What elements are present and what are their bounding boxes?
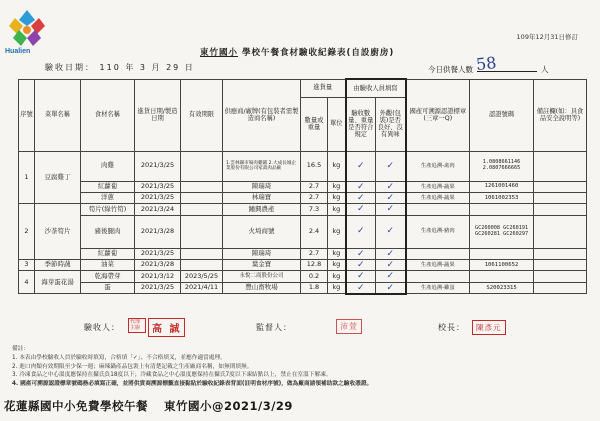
- logo-text: Hualien: [5, 48, 31, 55]
- cell-remark: [534, 259, 587, 270]
- header-supplier: 供應商/廠牌(有包裝者需製造商名稱): [223, 79, 301, 151]
- header-ingredient: 食材名稱: [81, 79, 135, 151]
- cell-check-pkg: ✓: [376, 192, 406, 203]
- cell-remark: [534, 151, 587, 181]
- cell-check-qty: ✓: [346, 181, 376, 192]
- cell-remark: [534, 215, 587, 248]
- header-unit: 單位: [328, 97, 346, 151]
- cell-remark: [534, 181, 587, 192]
- cell-date: 2021/3/28: [135, 259, 181, 270]
- table-row: [19, 282, 587, 294]
- cell-remark: [534, 271, 587, 282]
- note-line: 4. 國產可溯源認證標章號碼務必填寫正確，並將供貨商溯源標籤直接黏貼於驗收紀錄表背面(註明食材序號)，做為廠商請領補助款之驗收憑證。: [12, 381, 373, 388]
- cell-date: 2021/3/25: [135, 248, 181, 259]
- cell-ingredient: 蛋: [81, 282, 135, 294]
- cell-qty: 2.7: [301, 248, 328, 259]
- principal-stamp: 陳彥元: [472, 320, 506, 335]
- cell-remark: [534, 248, 587, 259]
- cell-seq: 3: [19, 259, 35, 270]
- cell-expiry: 2023/5/25: [181, 271, 223, 282]
- cell-unit: kg: [328, 181, 346, 192]
- inspector-label: 驗收人：: [84, 323, 120, 332]
- inspection-table: [18, 78, 587, 295]
- date-label: 驗收日期：: [45, 63, 95, 72]
- cell-cert: [470, 271, 534, 282]
- cell-seq: 1: [19, 151, 35, 204]
- cell-supplier: 鍾興農產: [223, 204, 301, 215]
- table-row: [19, 181, 587, 192]
- cell-date: 2021/3/25: [135, 151, 181, 181]
- cell-expiry: 2021/4/11: [181, 282, 223, 294]
- count-label: 今日供餐人數: [428, 65, 473, 74]
- table-row: [19, 151, 587, 181]
- table-row: [19, 271, 587, 282]
- cell-qty: 2.7: [301, 192, 328, 203]
- cell-date: 2021/3/25: [135, 282, 181, 294]
- cell-expiry: [181, 248, 223, 259]
- cell-supplier: 陳瑞琦: [223, 181, 301, 192]
- header-inspect-qty: 驗收數量、重量是否符合規定: [346, 97, 376, 151]
- cell-check-qty: ✓: [346, 248, 376, 259]
- inspector-stamp-small: 代理主廚: [128, 318, 146, 333]
- cell-cert: 1061100652: [470, 259, 534, 270]
- principal-label: 校長：: [438, 323, 465, 332]
- header-expiry: 有效期限: [181, 79, 223, 151]
- photo-caption: [4, 398, 293, 414]
- caption-left: 花蓮縣國中小免費學校午餐: [4, 399, 148, 413]
- cell-check-qty: ✓: [346, 282, 376, 294]
- cell-check-pkg: ✓: [376, 282, 406, 294]
- cell-cert: 1.0808661146 2.0807666665: [470, 151, 534, 181]
- cell-remark: [534, 192, 587, 203]
- caption-right: 東竹國小@2021/3/29: [164, 399, 293, 413]
- cell-unit: kg: [328, 282, 346, 294]
- cell-unit: kg: [328, 215, 346, 248]
- cell-trace: 生產追溯-蔬果: [406, 259, 470, 270]
- cell-dish: 季節時蔬: [35, 259, 81, 270]
- page-title: [200, 46, 394, 58]
- header-seq: 序號: [19, 79, 35, 151]
- cell-seq: 4: [19, 271, 35, 294]
- cell-ingredient: 紅蘿蔔: [81, 248, 135, 259]
- hualien-logo-icon: [7, 8, 47, 52]
- cell-date: 2021/3/25: [135, 192, 181, 203]
- cell-check-pkg: ✓: [376, 181, 406, 192]
- cell-supplier: 林瑞寶: [223, 192, 301, 203]
- count-unit: 人: [541, 65, 549, 74]
- cell-date: 2021/3/28: [135, 215, 181, 248]
- note-line: 2. 進口肉類有效期限至少保一週；麻辣鍋產品包裝上有清楚記載之生產廠商名稱，如無則填無。: [12, 363, 253, 370]
- cell-qty: 0.2: [301, 271, 328, 282]
- revision-date: 109年12月31日修訂: [516, 33, 578, 41]
- cell-ingredient: 洋蔥: [81, 192, 135, 203]
- inspection-date: [45, 62, 195, 73]
- cell-check-pkg: ✓: [376, 204, 406, 215]
- note-line: 3. 冷凍食品之中心溫度應保持在攝氏負18度以下；冷藏食品之中心溫度應保持在攝氏7度以下凍結點以上，禁止在室溫下解凍。: [12, 372, 332, 379]
- cell-unit: kg: [328, 248, 346, 259]
- header-qty: 數量或重量: [301, 97, 328, 151]
- cell-cert: S20023315: [470, 282, 534, 294]
- cell-dish: 海芽蛋花湯: [35, 271, 81, 294]
- cell-ingredient: 筍片(綠竹筍): [81, 204, 135, 215]
- supervisor-stamp: 沛萱: [336, 319, 362, 334]
- header-dish: 菜單名稱: [35, 79, 81, 151]
- cell-check-qty: ✓: [346, 271, 376, 282]
- table-row: [19, 215, 587, 248]
- cell-trace: 生產追溯-蔬果: [406, 181, 470, 192]
- cell-qty: 1.8: [301, 282, 328, 294]
- cell-trace: [406, 204, 470, 215]
- header-qty-group: 進貨量: [301, 79, 346, 97]
- cell-check-qty: ✓: [346, 215, 376, 248]
- date-value: 110 年 3 月 29 日: [99, 63, 195, 72]
- cell-trace: 生產追溯-雞蛋: [406, 282, 470, 294]
- cell-cert: 1061002353: [470, 192, 534, 203]
- count-value-handwritten: 58: [475, 52, 498, 75]
- note-line: 備註：: [12, 346, 30, 352]
- cell-ingredient: 乾海帶芽: [81, 271, 135, 282]
- cell-check-qty: ✓: [346, 204, 376, 215]
- cell-supplier: 永悅二商股份公司: [223, 271, 301, 282]
- cell-check-pkg: ✓: [376, 215, 406, 248]
- cell-unit: kg: [328, 192, 346, 203]
- cell-trace: [406, 271, 470, 282]
- cell-check-qty: ✓: [346, 151, 376, 181]
- table-row: [19, 192, 587, 203]
- cell-ingredient: 肉雞: [81, 151, 135, 181]
- cell-qty: 16.5: [301, 151, 328, 181]
- cell-dish: 沙茶筍片: [35, 204, 81, 260]
- note-line: 1. 本表由學校驗收人員於驗收時填寫，合格填「✓」、不合格填叉，並應作適當處理。: [12, 354, 226, 361]
- cell-ingredient: 紅蘿蔔: [81, 181, 135, 192]
- cell-cert: 1261001460: [470, 181, 534, 192]
- header-cert: 認證號碼: [470, 79, 534, 151]
- title-rest: 學校午餐食材驗收紀錄表(自設廚房): [241, 48, 395, 58]
- cell-supplier: 陳瑞琦: [223, 248, 301, 259]
- cell-cert: [470, 204, 534, 215]
- table-row: [19, 259, 587, 270]
- cell-unit: kg: [328, 151, 346, 181]
- cell-supplier: 葉金寶: [223, 259, 301, 270]
- cell-expiry: [181, 151, 223, 181]
- cell-cert: [470, 248, 534, 259]
- cell-remark: [534, 204, 587, 215]
- inspector-stamp-name: 高 誠: [148, 318, 185, 337]
- cell-ingredient: 豬後腿肉: [81, 215, 135, 248]
- supervisor-label: 監督人：: [256, 323, 292, 332]
- cell-expiry: [181, 192, 223, 203]
- cell-check-pkg: ✓: [376, 259, 406, 270]
- cell-remark: [534, 282, 587, 294]
- cell-check-qty: ✓: [346, 259, 376, 270]
- cell-unit: kg: [328, 259, 346, 270]
- header-remark: 備註欄(如：具食品安全說明等): [534, 79, 587, 151]
- cell-date: 2021/3/25: [135, 181, 181, 192]
- cell-expiry: [181, 215, 223, 248]
- header-date: 進貨日期/製造日期: [135, 79, 181, 151]
- header-inspect-group: 由驗收人員填寫: [346, 79, 406, 97]
- cell-supplier: 1.雲林縣市場肉雞鋪 2.大成長城企業股份有限公司家禽肉品廠: [223, 151, 301, 181]
- header-trace: 國產可溯源認證標章(三章一Q): [406, 79, 470, 151]
- cell-unit: kg: [328, 271, 346, 282]
- cell-cert: GC260008 GC260191 GC260281 GC260297: [470, 215, 534, 248]
- title-school: 東竹國小: [200, 48, 239, 58]
- cell-check-pkg: ✓: [376, 151, 406, 181]
- cell-trace: [406, 248, 470, 259]
- cell-seq: 2: [19, 204, 35, 260]
- cell-date: 2021/3/12: [135, 271, 181, 282]
- cell-check-pkg: ✓: [376, 271, 406, 282]
- cell-check-qty: ✓: [346, 192, 376, 203]
- cell-unit: kg: [328, 204, 346, 215]
- cell-trace: 生產追溯-豬肉: [406, 215, 470, 248]
- cell-trace: 生產追溯-蔬果: [406, 192, 470, 203]
- cell-expiry: [181, 181, 223, 192]
- cell-qty: 7.3: [301, 204, 328, 215]
- cell-expiry: [181, 259, 223, 270]
- cell-qty: 12.8: [301, 259, 328, 270]
- table-row: [19, 204, 587, 215]
- cell-dish: 豆腐雞丁: [35, 151, 81, 204]
- cell-supplier: 豐山畜牧場: [223, 282, 301, 294]
- cell-ingredient: 油菜: [81, 259, 135, 270]
- cell-check-pkg: ✓: [376, 248, 406, 259]
- cell-trace: 生產追溯-禽肉: [406, 151, 470, 181]
- cell-supplier: 火埼商號: [223, 215, 301, 248]
- table-row: [19, 248, 587, 259]
- cell-qty: 2.4: [301, 215, 328, 248]
- signature-row: [0, 316, 600, 336]
- cell-expiry: [181, 204, 223, 215]
- notes-section: [12, 345, 592, 389]
- cell-qty: 2.7: [301, 181, 328, 192]
- cell-date: 2021/3/24: [135, 204, 181, 215]
- header-inspect-pkg: 外觀(包裝)是否良好、沒有異味: [376, 97, 406, 151]
